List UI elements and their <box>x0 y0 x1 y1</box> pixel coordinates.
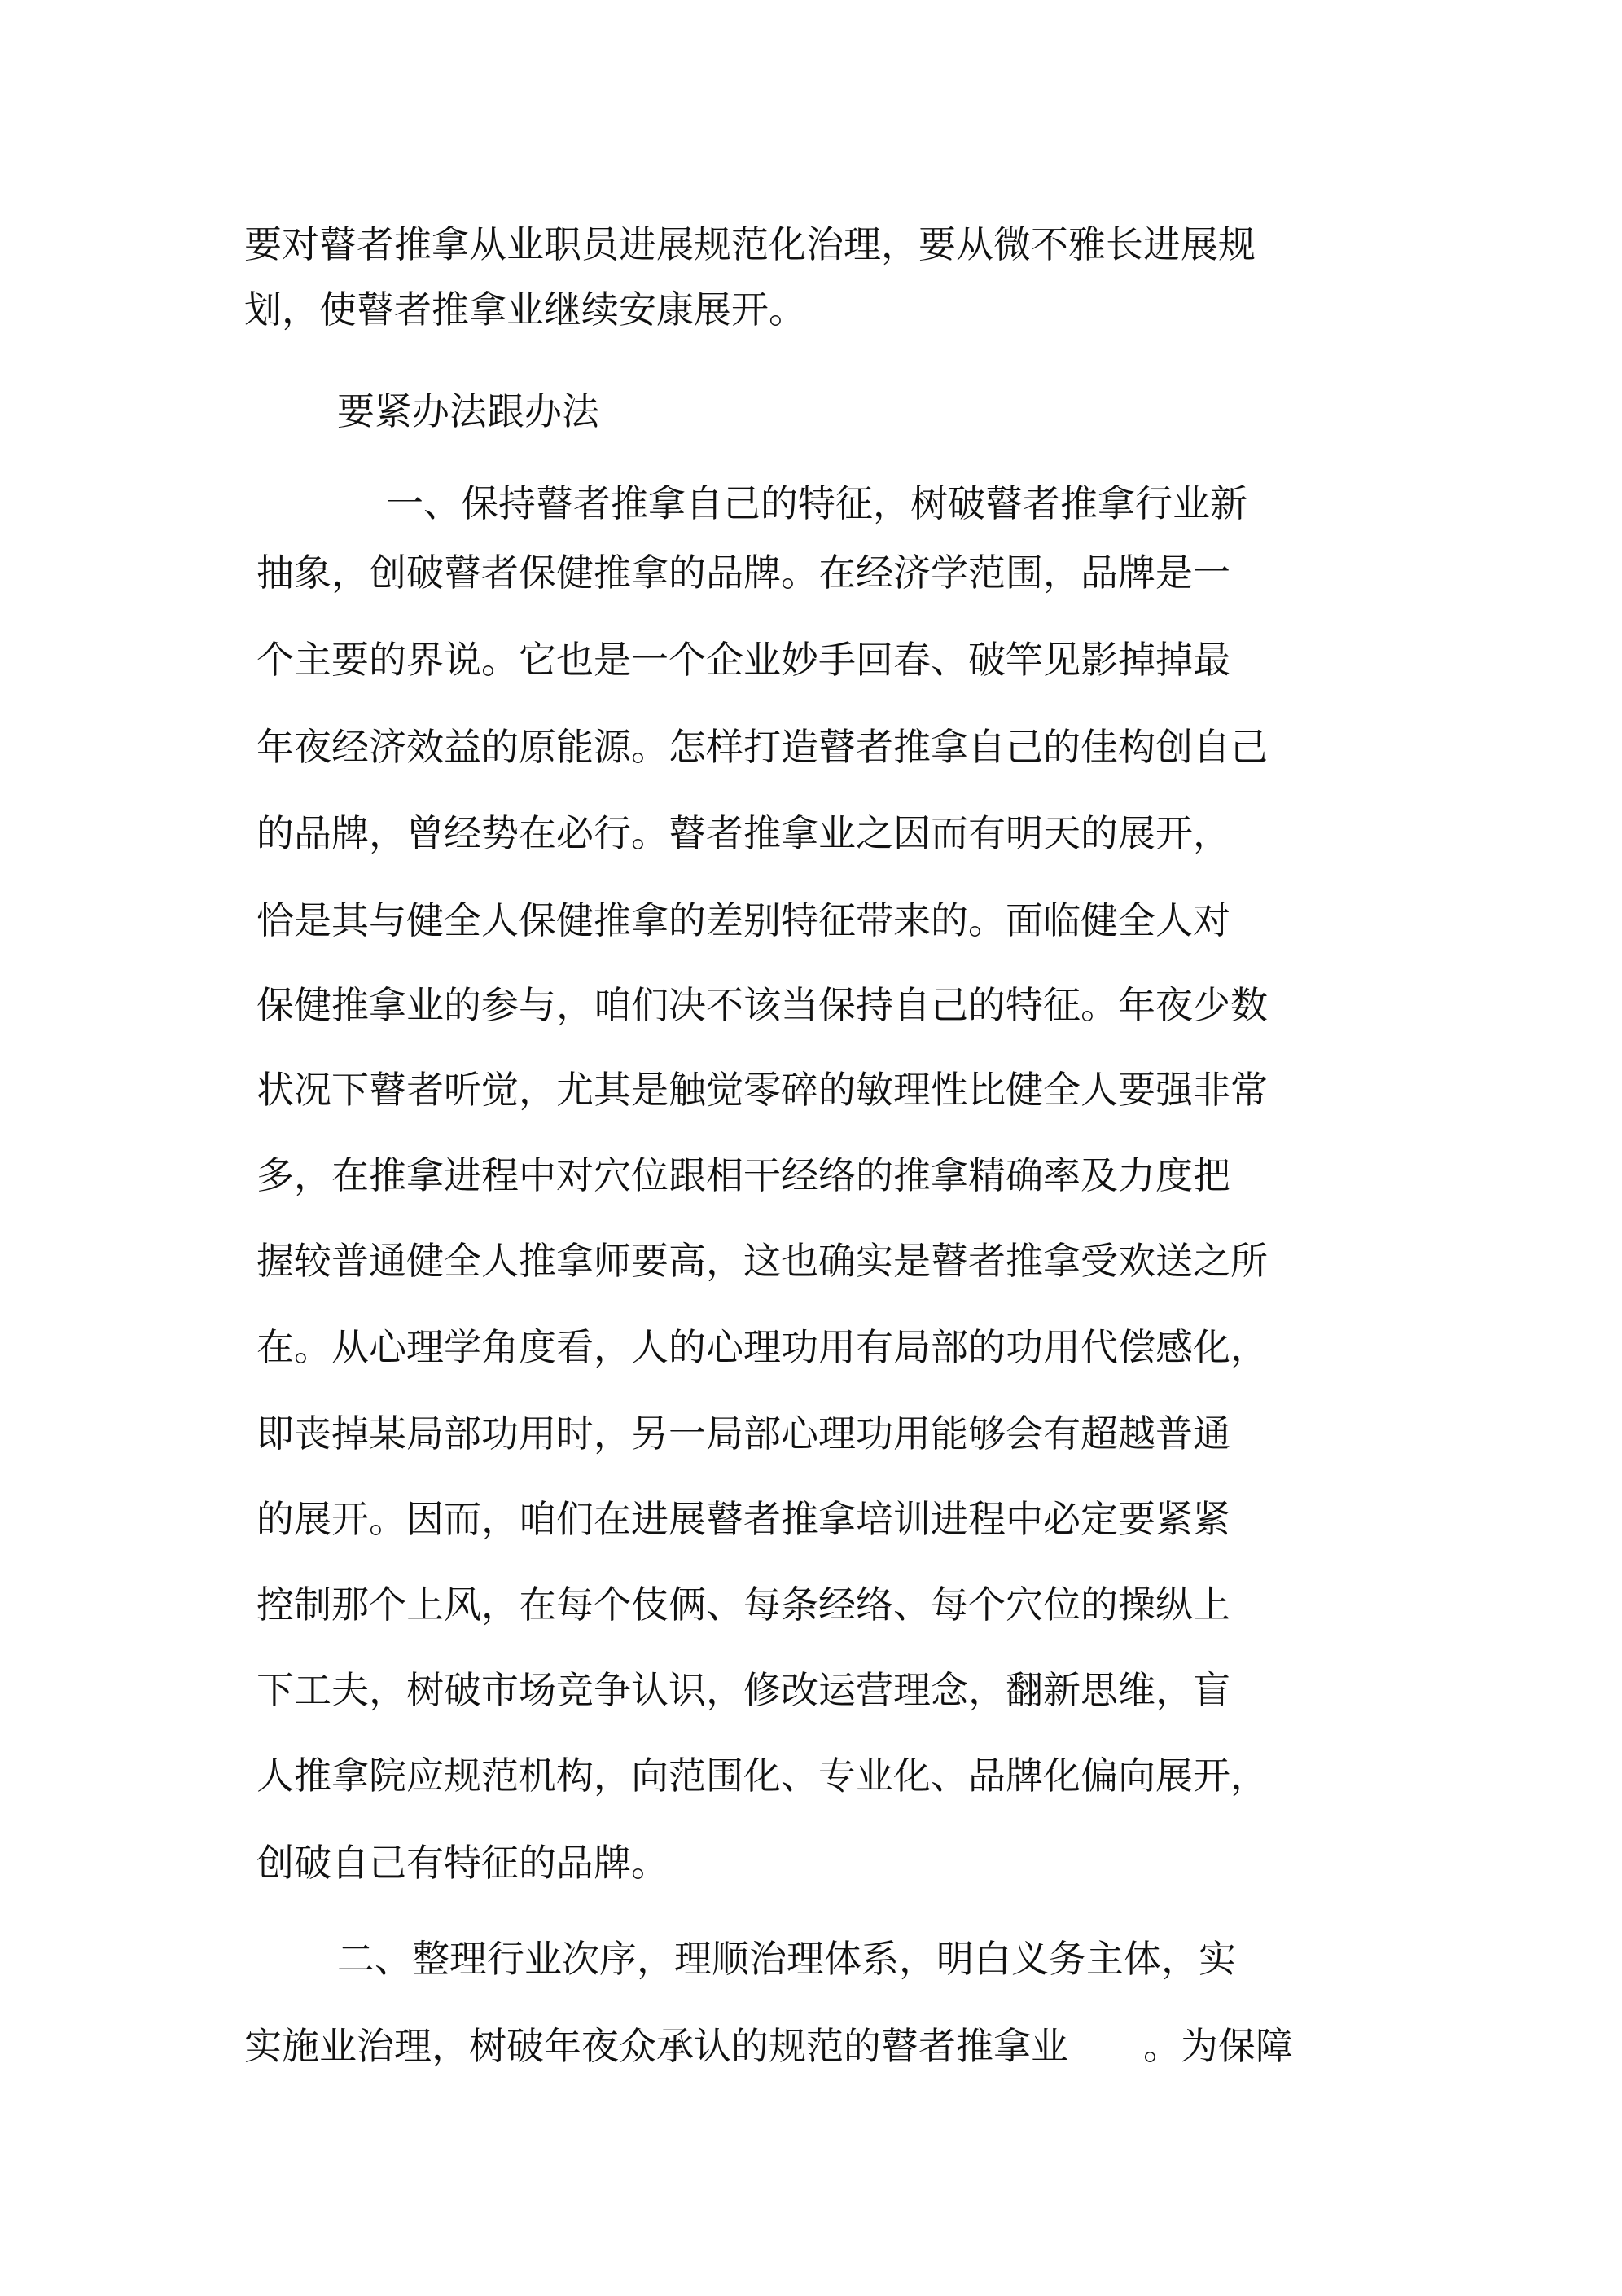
paragraph-3-line-4: 年夜经济效益的原能源。怎样打造瞽者推拿自己的佳构创自己 <box>256 725 1268 769</box>
paragraph-1-line-1: 要对瞽者推拿从业职员进展规范化治理，要从微不雅长进展规 <box>244 222 1256 266</box>
paragraph-3-line-13: 的展开。因而，咱们在进展瞽者推拿培训进程中必定要紧紧 <box>256 1497 1230 1541</box>
paragraph-4-line-2: 实施业治理，树破年夜众承认的规范的瞽者推拿业 。为保障 <box>244 2024 1293 2068</box>
paragraph-3-line-9: 多，在推拿进程中对穴位跟相干经络的推拿精确率及力度把 <box>256 1153 1230 1197</box>
paragraph-3-line-2: 抽象，创破瞽者保健推拿的品牌。在经济学范围，品牌是一 <box>256 551 1230 595</box>
paragraph-3-line-16: 人推拿院应规范机构，向范围化、专业化、品牌化偏向展开， <box>256 1754 1268 1798</box>
paragraph-3-line-6: 恰是其与健全人保健推拿的差别特征带来的。面临健全人对 <box>256 898 1230 942</box>
paragraph-4-line-1: 二、整理行业次序，理顺治理体系，明白义务主体，实 <box>337 1937 1236 1981</box>
paragraph-3-line-1: 一、保持瞽者推拿自己的特征，树破瞽者推拿行业新 <box>386 481 1247 525</box>
paragraph-3-line-14: 控制那个上风，在每个伎俩、每条经络、每个穴位的操纵上 <box>256 1583 1230 1627</box>
paragraph-3-line-12: 即丧掉某局部功用时，另一局部心理功用能够会有超越普通 <box>256 1411 1230 1455</box>
paragraph-3-line-3: 个主要的界说。它也是一个企业妙手回春、破竿见影掉掉最 <box>256 638 1230 682</box>
paragraph-3-line-17: 创破自己有特征的品牌。 <box>256 1841 669 1885</box>
paragraph-3-line-5: 的品牌，曾经势在必行。瞽者推拿业之因而有明天的展开， <box>256 811 1230 855</box>
paragraph-3-line-8: 状况下瞽者听觉，尤其是触觉零碎的敏理性比健全人要强非常 <box>256 1068 1268 1112</box>
section-heading: 要紧办法跟办法 <box>337 389 599 433</box>
paragraph-1-line-2: 划，使瞽者推拿业继续安康展开。 <box>244 288 806 331</box>
paragraph-3-line-10: 握较普通健全人推拿师要高，这也确实是瞽者推拿受欢送之所 <box>256 1239 1268 1283</box>
paragraph-3-line-7: 保健推拿业的参与，咱们决不该当保持自己的特征。年夜少数 <box>256 983 1268 1027</box>
paragraph-3-line-15: 下工夫，树破市场竞争认识，修改运营理念，翻新思维，盲 <box>256 1668 1230 1712</box>
paragraph-3-line-11: 在。从心理学角度看，人的心理功用有局部的功用代偿感化， <box>256 1325 1268 1369</box>
